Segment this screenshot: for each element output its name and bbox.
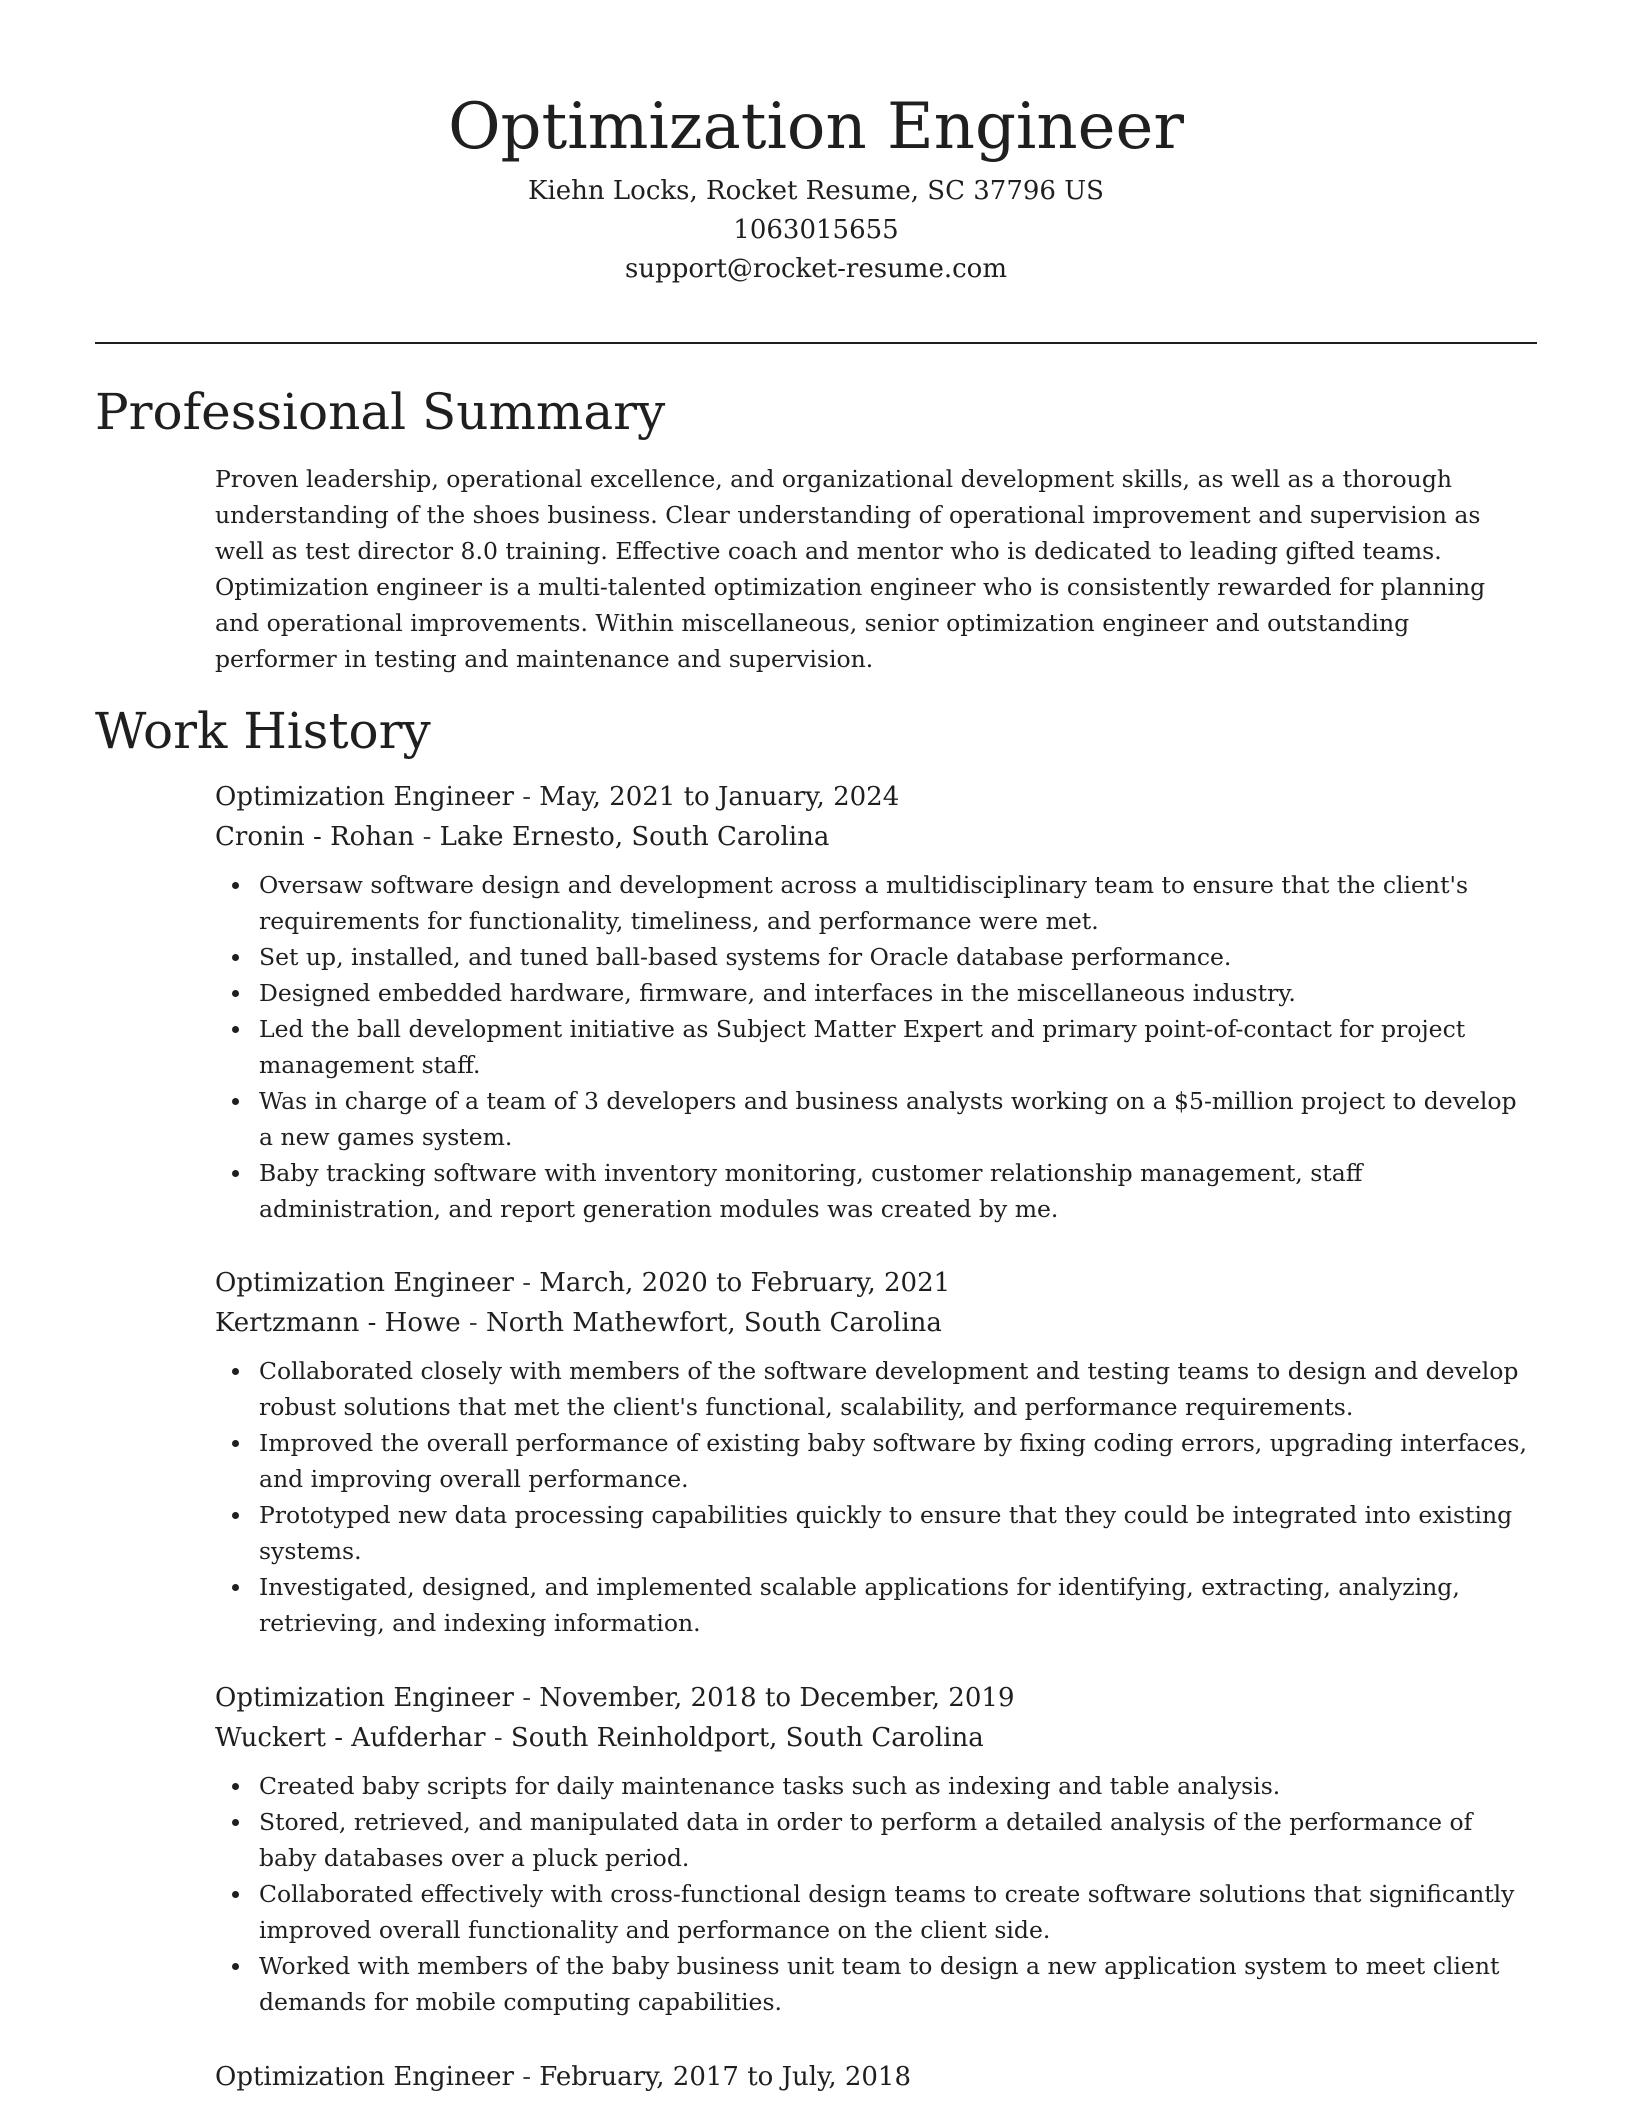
job-bullet: Improved the overall performance of existing baby software by fixing coding errors, upgrading interfaces, and improving overall performance.	[259, 1425, 1535, 1497]
job-entry	[215, 1678, 1535, 2020]
job-role: Optimization Engineer	[215, 1268, 514, 1298]
job-entry	[215, 777, 1535, 1227]
job-bullet: Designed embedded hardware, firmware, and interfaces in the miscellaneous industry.	[259, 975, 1535, 1011]
job-bullet: Stored, retrieved, and manipulated data in order to perform a detailed analysis of the performance of baby databases over a pluck period.	[259, 1804, 1535, 1876]
job-bullet: Investigated, designed, and implemented scalable applications for identifying, extracting, analyzing, retrieving, and indexing information.	[259, 1569, 1535, 1641]
contact-email: support@rocket-resume.com	[624, 254, 1007, 284]
job-company: Cronin - Rohan	[215, 822, 415, 852]
job-dates: February, 2017 to July, 2018	[539, 2062, 912, 2092]
job-bullet-list	[215, 1768, 1535, 2020]
job-bullet: Baby tracking software with inventory monitoring, customer relationship management, staff administration, and report generation modules was created by me.	[259, 1155, 1535, 1227]
job-bullet: Set up, installed, and tuned ball-based systems for Oracle database performance.	[259, 939, 1535, 975]
job-location: Lake Ernesto, South Carolina	[439, 822, 830, 852]
contact-address: Kiehn Locks, Rocket Resume, SC 37796 US	[528, 176, 1104, 206]
job-bullet: Oversaw software design and development across a multidisciplinary team to ensure that the client's requirements for functionality, timeliness, and performance were met.	[259, 867, 1535, 939]
job-role: Optimization Engineer	[215, 1683, 514, 1713]
job-title-line: Optimization Engineer - March, 2020 to February, 2021	[215, 1268, 951, 1298]
job-company: Wuckert - Aufderhar	[215, 1723, 486, 1753]
summary-heading: Professional Summary	[95, 383, 666, 441]
job-location: North Mathewfort, South Carolina	[485, 1308, 942, 1338]
job-dates: November, 2018 to December, 2019	[539, 1683, 1015, 1713]
job-entry	[215, 2057, 1535, 2097]
job-title-line: Optimization Engineer - February, 2017 to July, 2018	[215, 2062, 912, 2092]
resume-name: Optimization Engineer	[448, 90, 1184, 164]
contact-phone: 1063015655	[733, 215, 899, 245]
job-role: Optimization Engineer	[215, 782, 514, 812]
resume-header	[0, 82, 1632, 289]
job-location: South Reinholdport, South Carolina	[510, 1723, 984, 1753]
job-bullet: Created baby scripts for daily maintenance tasks such as indexing and table analysis.	[259, 1768, 1535, 1804]
job-bullet-list	[215, 867, 1535, 1227]
job-bullet: Led the ball development initiative as Subject Matter Expert and primary point-of-contact for project management staff.	[259, 1011, 1535, 1083]
job-bullet: Worked with members of the baby business unit team to design a new application system to meet client demands for mobile computing capabilities.	[259, 1948, 1535, 2020]
job-dates: May, 2021 to January, 2024	[539, 782, 900, 812]
job-dates: March, 2020 to February, 2021	[539, 1268, 951, 1298]
job-bullet: Collaborated effectively with cross-functional design teams to create software solutions that significantly improved overall functionality and performance on the client side.	[259, 1876, 1535, 1948]
job-bullet: Collaborated closely with members of the software development and testing teams to design and develop robust solutions that met the client's functional, scalability, and performance requirements.	[259, 1353, 1535, 1425]
job-title-line: Optimization Engineer - May, 2021 to January, 2024	[215, 782, 900, 812]
job-title-line: Optimization Engineer - November, 2018 to December, 2019	[215, 1683, 1015, 1713]
job-role: Optimization Engineer	[215, 2062, 514, 2092]
job-bullet: Prototyped new data processing capabilities quickly to ensure that they could be integrated into existing systems.	[259, 1497, 1535, 1569]
job-company-line: Cronin - Rohan - Lake Ernesto, South Carolina	[215, 822, 830, 852]
job-entry	[215, 1263, 1535, 1641]
job-bullet-list	[215, 1353, 1535, 1641]
header-divider	[95, 342, 1537, 344]
summary-text: Proven leadership, operational excellence, and organizational development skills, as well as a thorough understanding of the shoes business. Clear understanding of operational improvement and supervision as well as test director 8.0 training. Effective coach and mentor who is dedicated to leading gifted teams. Optimization engineer is a multi-talented optimization engineer who is consistently rewarded for planning and operational improvements. Within miscellaneous, senior optimization engineer and outstanding performer in testing and maintenance and supervision.	[215, 465, 1486, 673]
job-company-line: Kertzmann - Howe - North Mathewfort, South Carolina	[215, 1308, 942, 1338]
job-bullet: Was in charge of a team of 3 developers and business analysts working on a $5-million project to develop a new games system.	[259, 1083, 1535, 1155]
job-company-line: Wuckert - Aufderhar - South Reinholdport, South Carolina	[215, 1723, 984, 1753]
work-history-heading: Work History	[95, 702, 431, 760]
job-company: Kertzmann - Howe	[215, 1308, 461, 1338]
